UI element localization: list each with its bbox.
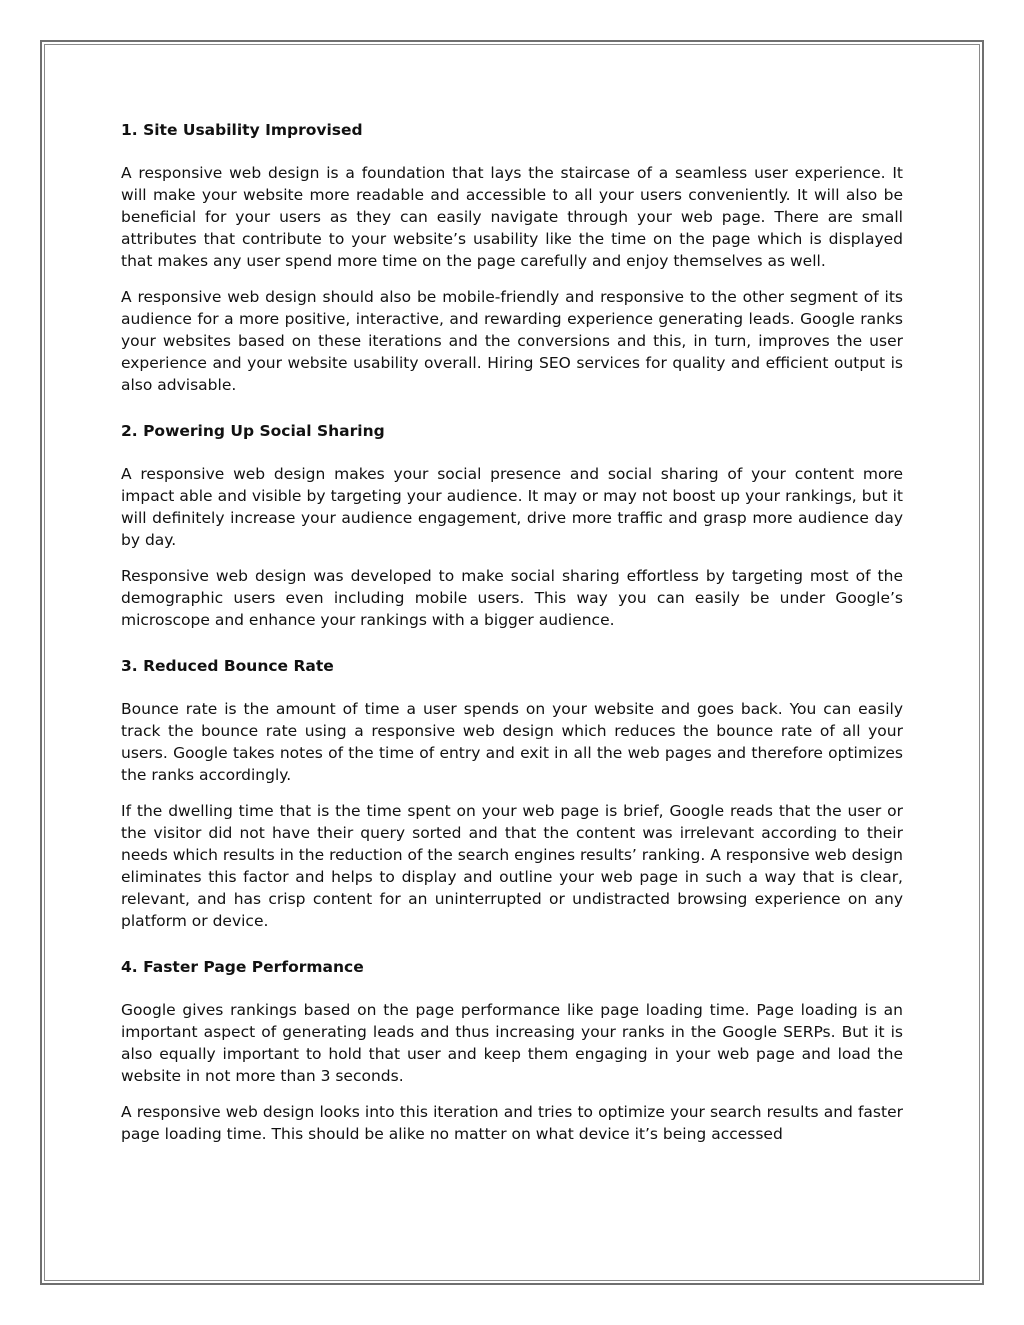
paragraph: Responsive web design was developed to make social sharing effortless by targeting most of the demographic users even including mobile users. This way you can easily be under Google’s microscope and enhance your rankings with a bigger audience. [121, 567, 903, 629]
paragraph: A responsive web design makes your social presence and social sharing of your content more impact able and visible by targeting your audience. It may or may not boost up your rankings, but it will definitely increase your audience engagement, drive more traffic and grasp more audience day by day. [121, 465, 903, 549]
paragraph: Bounce rate is the amount of time a user spends on your website and goes back. You can easily track the bounce rate using a responsive web design which reduces the bounce rate of all your users. Google takes notes of the time of entry and exit in all the web pages and therefore optimizes the ranks accordingly. [121, 700, 903, 784]
document-body [121, 119, 903, 1159]
section-social-sharing [121, 420, 903, 631]
section-heading: 1. Site Usability Improvised [121, 121, 363, 139]
section-bounce-rate [121, 655, 903, 932]
paragraph: If the dwelling time that is the time spent on your web page is brief, Google reads that the user or the visitor did not have their query sorted and that the content was irrelevant according to their needs which results in the reduction of the search engines results’ ranking. A responsive web design eliminates this factor and helps to display and outline your web page in such a way that is clear, relevant, and has crisp content for an uninterrupted or undistracted browsing experience on any platform or device. [121, 802, 903, 930]
section-page-performance [121, 956, 903, 1145]
paragraph: A responsive web design should also be mobile-friendly and responsive to the other segment of its audience for a more positive, interactive, and rewarding experience generating leads. Google ranks your websites based on these iterations and the conversions and this, in turn, improves the user experience and your website usability overall. Hiring SEO services for quality and efficient output is also advisable. [121, 288, 903, 394]
paragraph: Google gives rankings based on the page performance like page loading time. Page loading is an important aspect of generating leads and thus increasing your ranks in the Google SERPs. But it is also equally important to hold that user and keep them engaging in your web page and load the website in not more than 3 seconds. [121, 1001, 903, 1085]
section-site-usability [121, 119, 903, 396]
paragraph: A responsive web design is a foundation that lays the staircase of a seamless user experience. It will make your website more readable and accessible to all your users conveniently. It will also be beneficial for your users as they can easily navigate through your web page. There are small attributes that contribute to your website’s usability like the time on the page which is displayed that makes any user spend more time on the page carefully and enjoy themselves as well. [121, 164, 903, 270]
section-heading: 4. Faster Page Performance [121, 958, 364, 976]
section-heading: 2. Powering Up Social Sharing [121, 422, 385, 440]
section-heading: 3. Reduced Bounce Rate [121, 657, 334, 675]
paragraph: A responsive web design looks into this iteration and tries to optimize your search results and faster page loading time. This should be alike no matter on what device it’s being accessed [121, 1103, 903, 1143]
